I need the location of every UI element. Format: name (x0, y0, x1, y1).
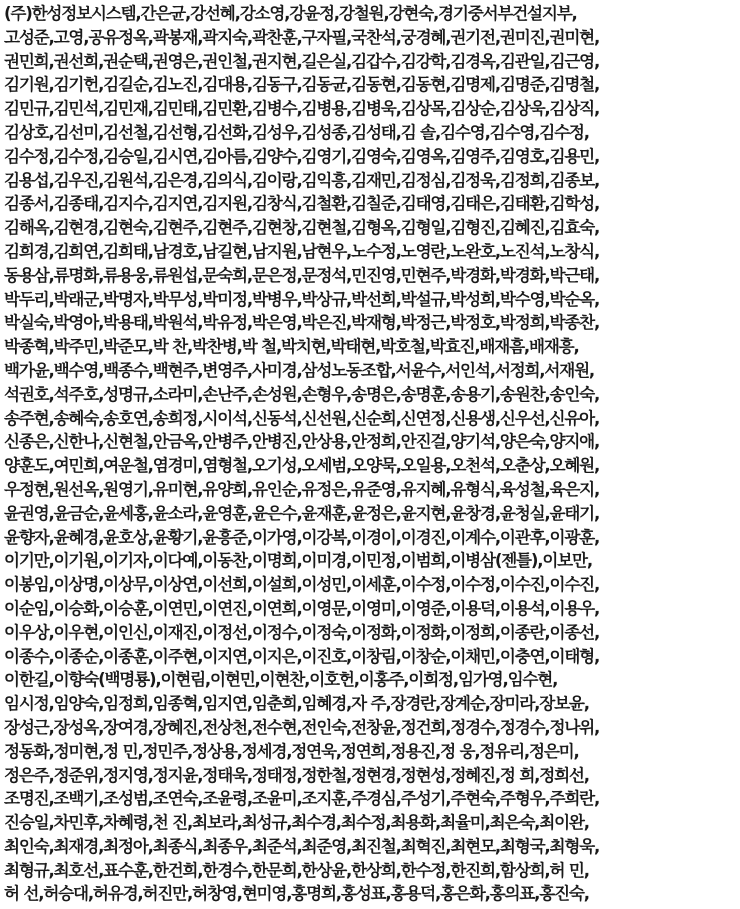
name-list-line: 진승일,차민후,차혜령,천 진,최보라,최성규,최수경,최수정,최용화,최율미,최은숙,최이완, (4, 813, 589, 833)
name-list-line: 정은주,정준위,정지영,정지윤,정태욱,정태정,정한철,정현경,정현성,정혜진,정 희,정희선, (4, 765, 589, 785)
name-list-line: 백가윤,백수영,백종수,백현주,변영주,사미경,삼성노동조합,서윤수,서인석,서정희,서재원, (4, 360, 595, 380)
name-list-line: 석권호,석주호,성명규,소라미,손난주,손성원,손형우,송명은,송명훈,송용기,송원찬,송인숙, (4, 384, 600, 404)
name-list-line: 김기원,김기헌,김길순,김노진,김대용,김동구,김동균,김동현,김동현,김명제,김명준,김명철, (4, 75, 600, 95)
name-list-line: (주)한성정보시스템,간은균,강선혜,강소영,강윤정,강철원,강현숙,경기중서부건설지부, (4, 4, 577, 23)
name-list-line: 김해옥,김현경,김현숙,김현주,김현주,김현창,김현철,김형옥,김형일,김형진,김혜진,김효숙, (4, 218, 600, 238)
name-list-line: 김수정,김수정,김승일,김시연,김아름,김양수,김영기,김영숙,김영옥,김영주,김영호,김용민, (4, 146, 600, 166)
name-list-line: 김민규,김민석,김민재,김민태,김민환,김병수,김병용,김병욱,김상목,김상순,김상욱,김상직, (4, 99, 600, 119)
name-list-line: 김상호,김선미,김선철,김선형,김선화,김성우,김성종,김성태,김 솔,김수영,김수영,김수정, (4, 122, 589, 142)
name-list-line: 이우상,이우현,이인신,이재진,이정선,이정수,이정숙,이정화,이정화,이정희,이종란,이종선, (4, 622, 600, 642)
name-list-line: 윤향자,윤혜경,윤호상,윤황기,윤흥준,이가영,이강복,이경이,이경진,이계수,이관후,이광훈, (4, 527, 600, 547)
name-list-line: 송주현,송혜숙,송호연,송희정,시이석,신동석,신선원,신순희,신연정,신용생,신우선,신유아, (4, 408, 600, 428)
name-list-line: 양훈도,여민희,여운철,염경미,염형철,오기성,오세범,오양묵,오일용,오천석,오춘상,오혜원, (4, 456, 600, 476)
name-list-line: 김용섭,김우진,김원석,김은경,김의식,김이랑,김익흥,김재민,김정심,김정욱,김정희,김종보, (4, 170, 600, 190)
name-list-line: 이순임,이승화,이승훈,이연민,이연진,이연희,이영문,이영미,이영준,이용덕,이용석,이용우, (4, 598, 600, 618)
name-list-line: 신종은,신한나,신현철,안금옥,안병주,안병진,안상용,안정희,안진걸,양기석,양은숙,양지애, (4, 432, 600, 452)
name-list-line: 윤권영,윤금순,윤세홍,윤소라,윤영훈,윤은수,윤재훈,윤정은,윤지현,윤창경,윤청실,윤태기, (4, 503, 600, 523)
name-list-line: 권민희,권선희,권순택,권영은,권인철,권지현,길은실,김갑수,김강학,김경옥,김관일,김근영, (4, 51, 600, 71)
name-list-line: 장성근,장성옥,장여경,장혜진,전상천,전수현,전인숙,전창윤,정건희,정경수,정경수,정나위, (4, 717, 600, 737)
name-list-line: 최형규,최호선,표수훈,한건희,한경수,한문희,한상윤,한상희,한수정,한진희,함상희,허 민, (4, 860, 589, 880)
name-list-line: 이종수,이종순,이종훈,이주현,이지연,이지은,이진호,이창림,이창순,이채민,이충연,이태형, (4, 646, 600, 666)
name-list-line: 박두리,박래군,박명자,박무성,박미정,박병우,박상규,박선희,박설규,박성희,박수영,박순옥, (4, 289, 600, 309)
name-list-line: 동용삼,류명화,류용웅,류원섭,문숙희,문은정,문정석,민진영,민현주,박경화,박경화,박근태, (4, 265, 600, 285)
name-list-line: 최인숙,최재경,최정아,최종식,최종우,최준석,최준영,최진철,최혁진,최현모,최형국,최형욱, (4, 836, 600, 856)
name-list-line: 허 선,허승대,허유경,허진만,허창영,현미영,홍명희,홍성표,홍용덕,홍은화,홍의표,홍진숙, (4, 884, 589, 904)
name-list-line: 김종서,김종태,김지수,김지연,김지원,김창식,김철환,김칠준,김태영,김태은,김태환,김학성, (4, 194, 600, 214)
name-list-line: 임시정,임양숙,임정희,임종혁,임지연,임춘희,임혜경,자 주,장경란,장계순,장미라,장보윤, (4, 694, 589, 714)
name-list-line: 박종혁,박주민,박준모,박 찬,박찬병,박 철,박치현,박태현,박호철,박효진,배재흠,배재흥, (4, 337, 579, 357)
name-list-line: 박실숙,박영아,박용태,박원석,박유정,박은영,박은진,박재형,박정근,박정호,박정희,박종찬, (4, 313, 600, 333)
name-list-line: 이기만,이기원,이기자,이다예,이동찬,이명희,이미경,이민정,이범희,이병삼(젠틀),이보만, (4, 551, 592, 571)
name-list-line: 이한길,이향숙(백명룡),이현림,이현민,이현찬,이호헌,이홍주,이희정,임가영,임수현, (4, 670, 558, 690)
name-list-line: 고성준,고영,공유정옥,곽봉재,곽지숙,곽찬훈,구자필,국찬석,궁경혜,권기전,권미진,권미현, (4, 27, 600, 47)
name-list-line: 조명진,조백기,조성범,조연숙,조윤령,조윤미,조지훈,주경심,주성기,주현숙,주형우,주희란, (4, 789, 600, 809)
name-list-line: 정동화,정미현,정 민,정민주,정상용,정세경,정연욱,정연희,정용진,정 웅,정유리,정은미, (4, 741, 579, 761)
name-list-line: 우정현,원선옥,원영기,유미현,유양희,유인순,유정은,유준영,유지혜,유형식,육성철,육은지, (4, 479, 600, 499)
name-list-line: 이봉임,이상명,이상무,이상연,이선희,이설희,이성민,이세훈,이수정,이수정,이수진,이수진, (4, 575, 600, 595)
name-list-line: 김희경,김희연,김희태,남경호,남길현,남지원,남현우,노수정,노영란,노완호,노진석,노창식, (4, 241, 600, 261)
